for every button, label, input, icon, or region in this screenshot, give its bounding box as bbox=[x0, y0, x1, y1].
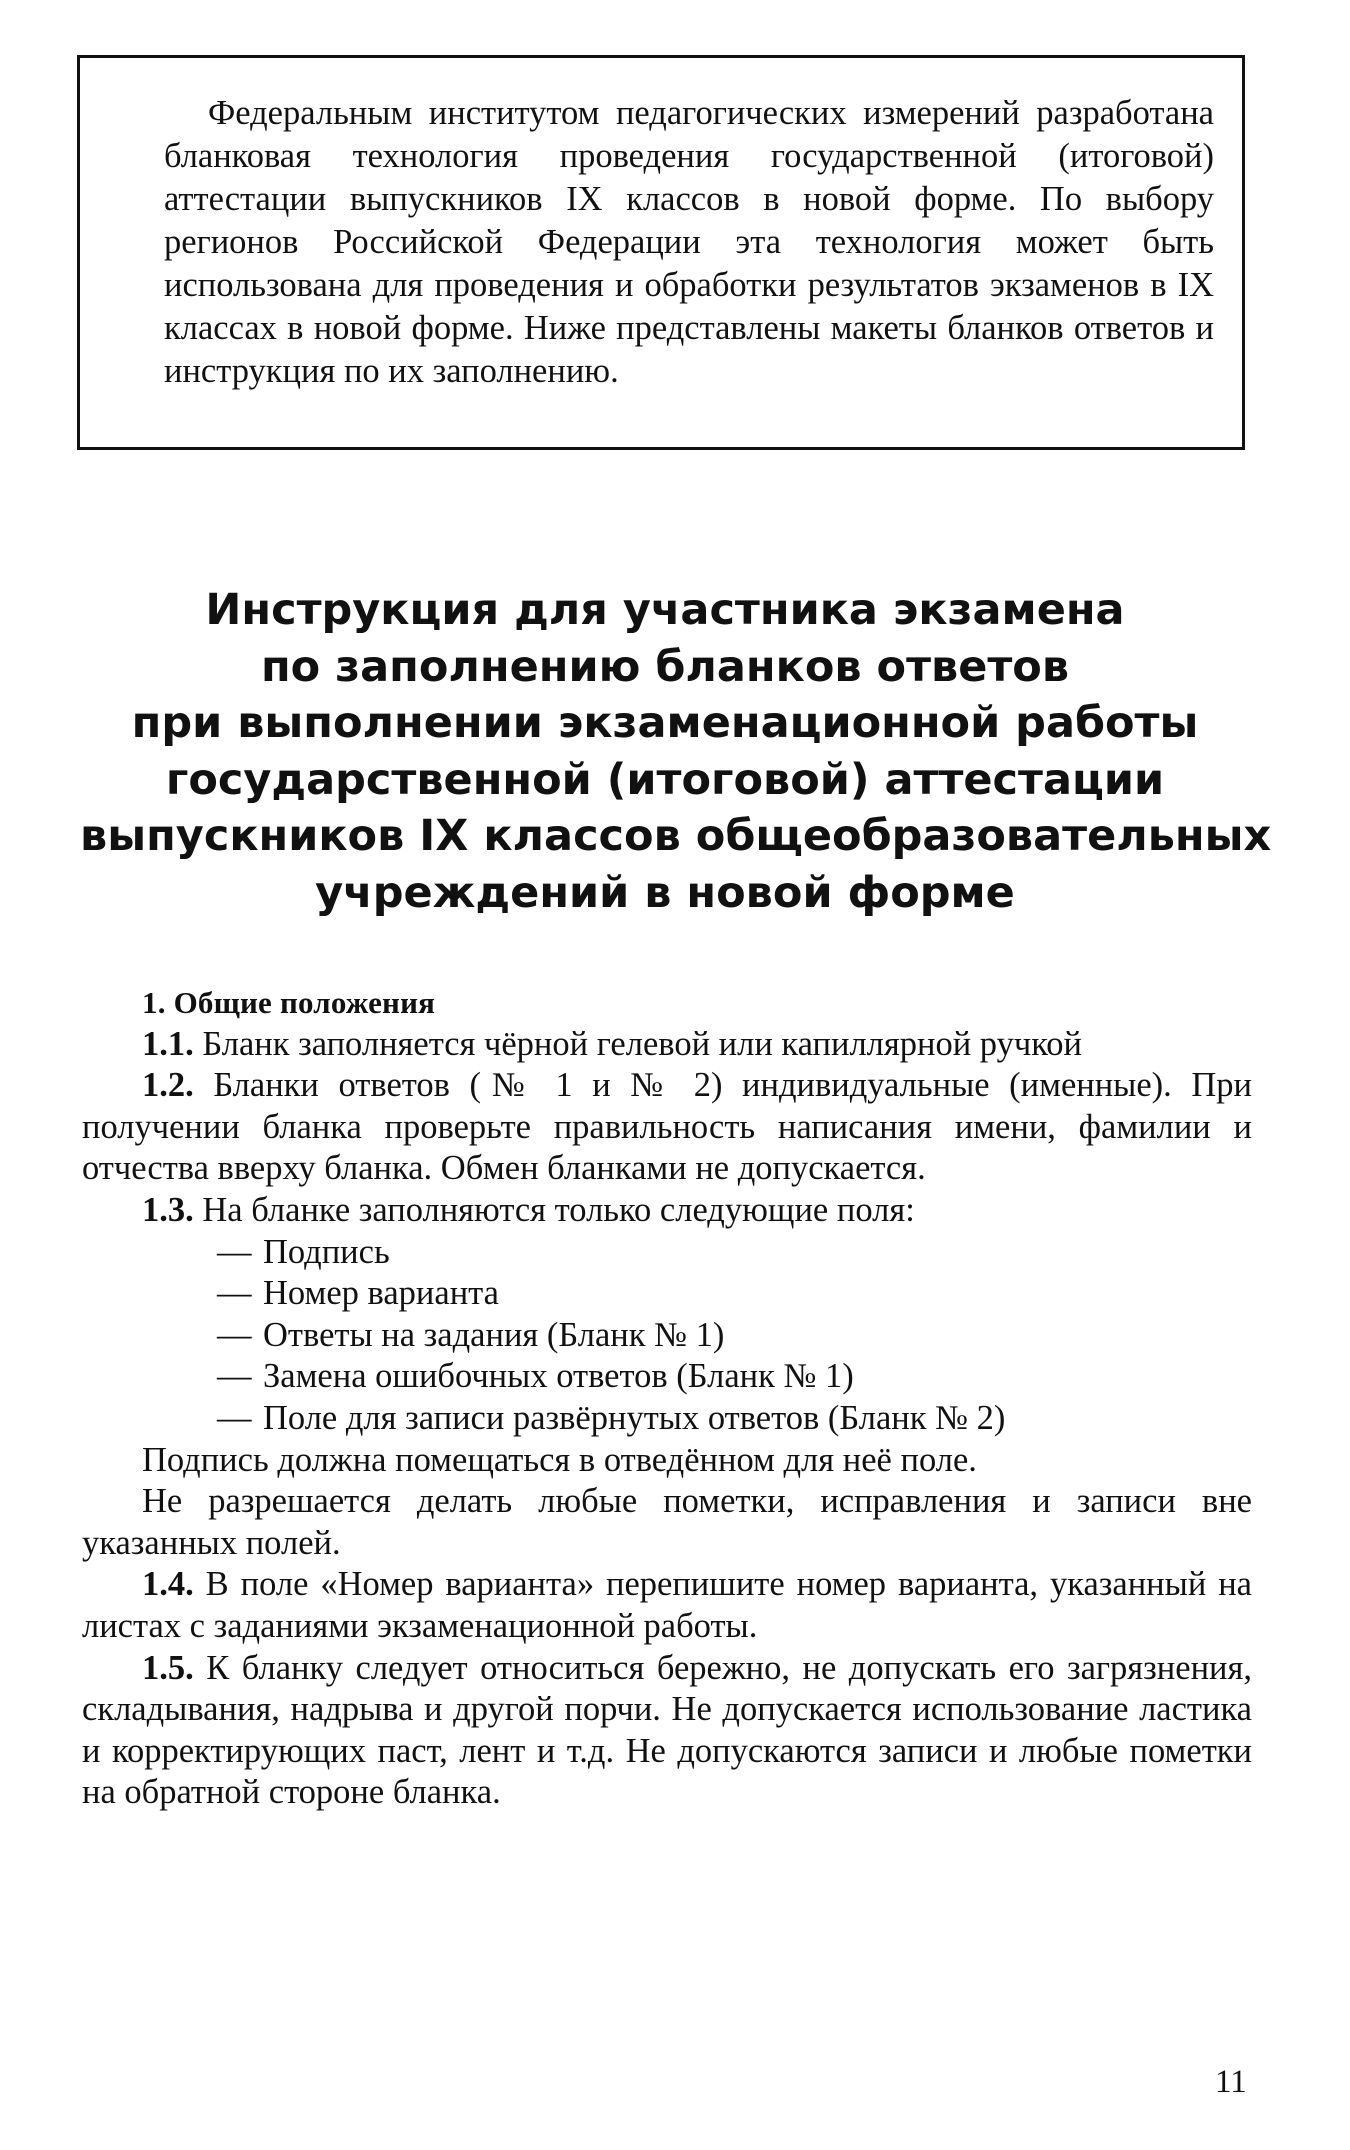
list-item bbox=[217, 1356, 1252, 1398]
paragraph-1-4 bbox=[82, 1564, 1252, 1647]
paragraph-1-1 bbox=[82, 1024, 1252, 1066]
dash: — bbox=[217, 1232, 252, 1271]
paragraph-number: 1.2. bbox=[142, 1066, 194, 1105]
title-line: при выполнении экзаменационной работы bbox=[131, 698, 1199, 748]
list-item-text: Поле для записи развёрнутых ответов (Бланк № 2) bbox=[263, 1398, 1006, 1437]
list-item-text: Замена ошибочных ответов (Бланк № 1) bbox=[263, 1357, 854, 1396]
instruction-title bbox=[80, 582, 1272, 921]
intro-text: Федеральным институтом педагогических измерений разработана бланковая технология проведения государственной (итоговой) аттестации выпускников IX классов в новой форме. По выбору регионов Российской Федерации эта технология может быть использована для проведения и обработки результатов экзаменов в IX классах в новой форме. Ниже представлены макеты бланков ответов и инструкция по их заполнению. bbox=[164, 94, 1214, 390]
paragraph-text: Бланк заполняется чёрной гелевой или капиллярной ручкой bbox=[202, 1024, 1082, 1063]
list-item bbox=[217, 1273, 1252, 1315]
list-item bbox=[217, 1315, 1252, 1357]
list-item-text: Подпись bbox=[263, 1232, 390, 1271]
title-line: Инструкция для участника экзамена bbox=[205, 585, 1125, 635]
paragraph-text: К бланку следует относиться бережно, не допускать его загрязнения, складывания, надрыва и другой порчи. Не допускается использование ластика и корректирующих паст, лент и т.д. Не допускаются записи и любые пометки на обратной стороне бланка. bbox=[82, 1648, 1253, 1812]
section-general-provisions bbox=[82, 982, 1252, 1814]
title-line: по заполнению бланков ответов bbox=[260, 641, 1070, 692]
title-line: государственной (итоговой) аттестации bbox=[165, 754, 1165, 805]
dash: — bbox=[217, 1274, 252, 1313]
title-line: учреждений в новой форме bbox=[315, 867, 1015, 918]
paragraph-text: На бланке заполняются только следующие поля: bbox=[202, 1190, 915, 1229]
paragraph-1-2 bbox=[82, 1065, 1252, 1190]
intro-box bbox=[77, 55, 1245, 450]
list-item-text: Номер варианта bbox=[263, 1274, 499, 1313]
paragraph-1-3 bbox=[82, 1190, 1252, 1232]
marks-prohibited-note: Не разрешается делать любые пометки, исправления и записи вне указанных полей. bbox=[82, 1482, 1252, 1562]
title-line: выпускников IX классов общеобразовательных bbox=[80, 811, 1272, 861]
paragraph-number: 1.5. bbox=[142, 1648, 194, 1687]
paragraph-text: Бланки ответов (№ 1 и № 2) индивидуальные (именные). При получении бланка проверьте правильность написания имени, фамилии и отчества вверху бланка. Обмен бланками не допускается. bbox=[82, 1066, 1252, 1188]
paragraph-number: 1.3. bbox=[142, 1190, 194, 1229]
list-item-text: Ответы на задания (Бланк № 1) bbox=[263, 1315, 725, 1354]
allowed-fields-list bbox=[82, 1232, 1252, 1440]
dash: — bbox=[217, 1357, 252, 1396]
dash: — bbox=[217, 1398, 252, 1437]
page-number: 11 bbox=[1215, 2064, 1247, 2100]
list-item bbox=[217, 1398, 1252, 1440]
paragraph-1-5 bbox=[82, 1648, 1252, 1814]
signature-note: Подпись должна помещаться в отведённом для неё поле. bbox=[142, 1440, 977, 1479]
paragraph-number: 1.4. bbox=[142, 1565, 194, 1604]
dash: — bbox=[217, 1315, 252, 1354]
list-item bbox=[217, 1232, 1252, 1274]
paragraph-number: 1.1. bbox=[142, 1024, 194, 1063]
section-heading: 1. Общие положения bbox=[142, 985, 436, 1020]
paragraph-text: В поле «Номер варианта» перепишите номер варианта, указанный на листах с заданиями экзаменационной работы. bbox=[82, 1565, 1252, 1645]
